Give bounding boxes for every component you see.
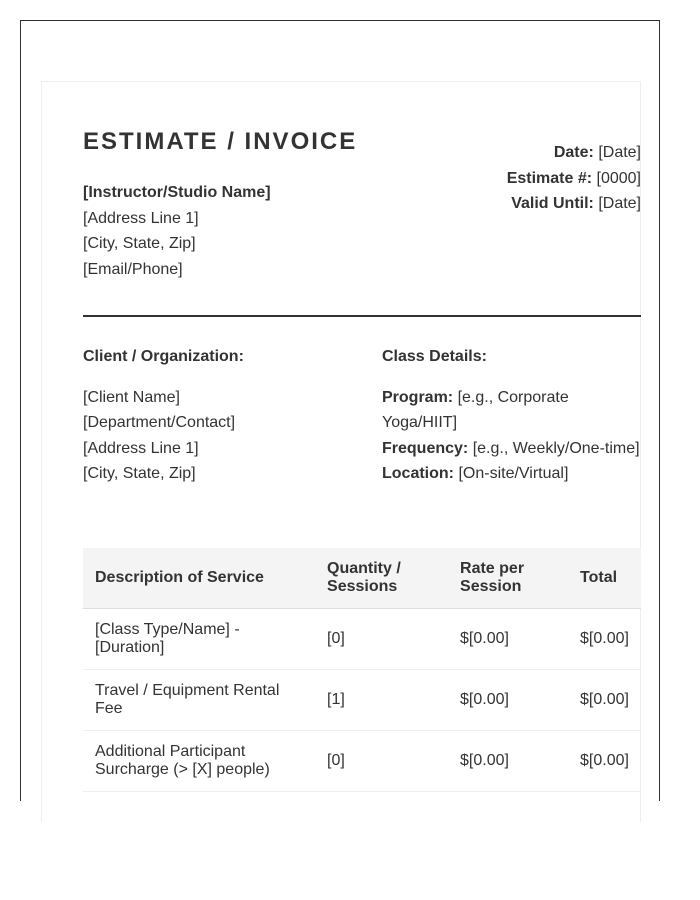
location-row [382, 461, 644, 487]
sender-city-state-zip: [City, State, Zip] [83, 235, 196, 253]
cell-description: Additional Participant Surcharge (> [X] people) [83, 731, 315, 792]
client-address-line-1: [Address Line 1] [83, 439, 199, 457]
class-details-block [382, 344, 644, 487]
location-value: [On-site/Virtual] [458, 465, 569, 483]
line-items-table [83, 548, 641, 792]
sender-name: [Instructor/Studio Name] [83, 184, 271, 201]
header-quantity: Quantity / Sessions [315, 548, 448, 609]
estimate-meta-block [507, 140, 641, 217]
page-frame [20, 20, 660, 801]
cell-quantity: [1] [315, 670, 448, 731]
location-label: Location: [382, 465, 454, 483]
document-content [83, 82, 643, 778]
cell-rate: $[0.00] [448, 609, 568, 670]
date-value: [Date] [598, 144, 641, 161]
valid-until-row [507, 191, 641, 217]
table-row [83, 670, 641, 731]
cell-quantity: [0] [315, 609, 448, 670]
program-value: [e.g., Corporate Yoga/HIIT] [382, 388, 569, 432]
valid-until-value: [Date] [598, 195, 641, 213]
date-label: Date: [553, 144, 594, 161]
sender-address-block [83, 180, 271, 282]
document-title: ESTIMATE / INVOICE [83, 128, 358, 155]
cell-description: [Class Type/Name] - [Duration] [83, 609, 315, 670]
frequency-label: Frequency: [382, 439, 469, 457]
cell-total: $[0.00] [568, 670, 641, 731]
table-row [83, 731, 641, 792]
document-header [83, 82, 643, 282]
header-total: Total [568, 548, 641, 609]
document-sheet [41, 81, 641, 822]
estimate-number-row [507, 166, 641, 192]
table-header-row [83, 548, 641, 609]
client-block [83, 344, 353, 487]
cell-description: Travel / Equipment Rental Fee [83, 670, 315, 731]
cell-rate: $[0.00] [448, 670, 568, 731]
date-row [507, 140, 641, 166]
sender-address-line-1: [Address Line 1] [83, 209, 199, 227]
program-row [382, 385, 644, 436]
estimate-number-value: [0000] [596, 169, 641, 187]
header-description: Description of Service [83, 548, 315, 609]
cell-rate: $[0.00] [448, 731, 568, 792]
cell-total: $[0.00] [568, 731, 641, 792]
table-row [83, 609, 641, 670]
client-heading: Client / Organization: [83, 348, 244, 365]
header-rate: Rate per Session [448, 548, 568, 609]
estimate-number-label: Estimate #: [506, 169, 593, 187]
cell-total: $[0.00] [568, 609, 641, 670]
cell-quantity: [0] [315, 731, 448, 792]
frequency-value: [e.g., Weekly/One-time] [472, 439, 640, 457]
sender-contact: [Email/Phone] [83, 260, 183, 278]
valid-until-label: Valid Until: [511, 195, 594, 213]
client-department: [Department/Contact] [83, 414, 236, 432]
client-city-state-zip: [City, State, Zip] [83, 465, 196, 483]
client-name: [Client Name] [83, 388, 180, 406]
header-divider [83, 315, 641, 317]
program-label: Program: [382, 388, 454, 406]
class-details-heading: Class Details: [382, 348, 487, 365]
frequency-row [382, 436, 644, 462]
